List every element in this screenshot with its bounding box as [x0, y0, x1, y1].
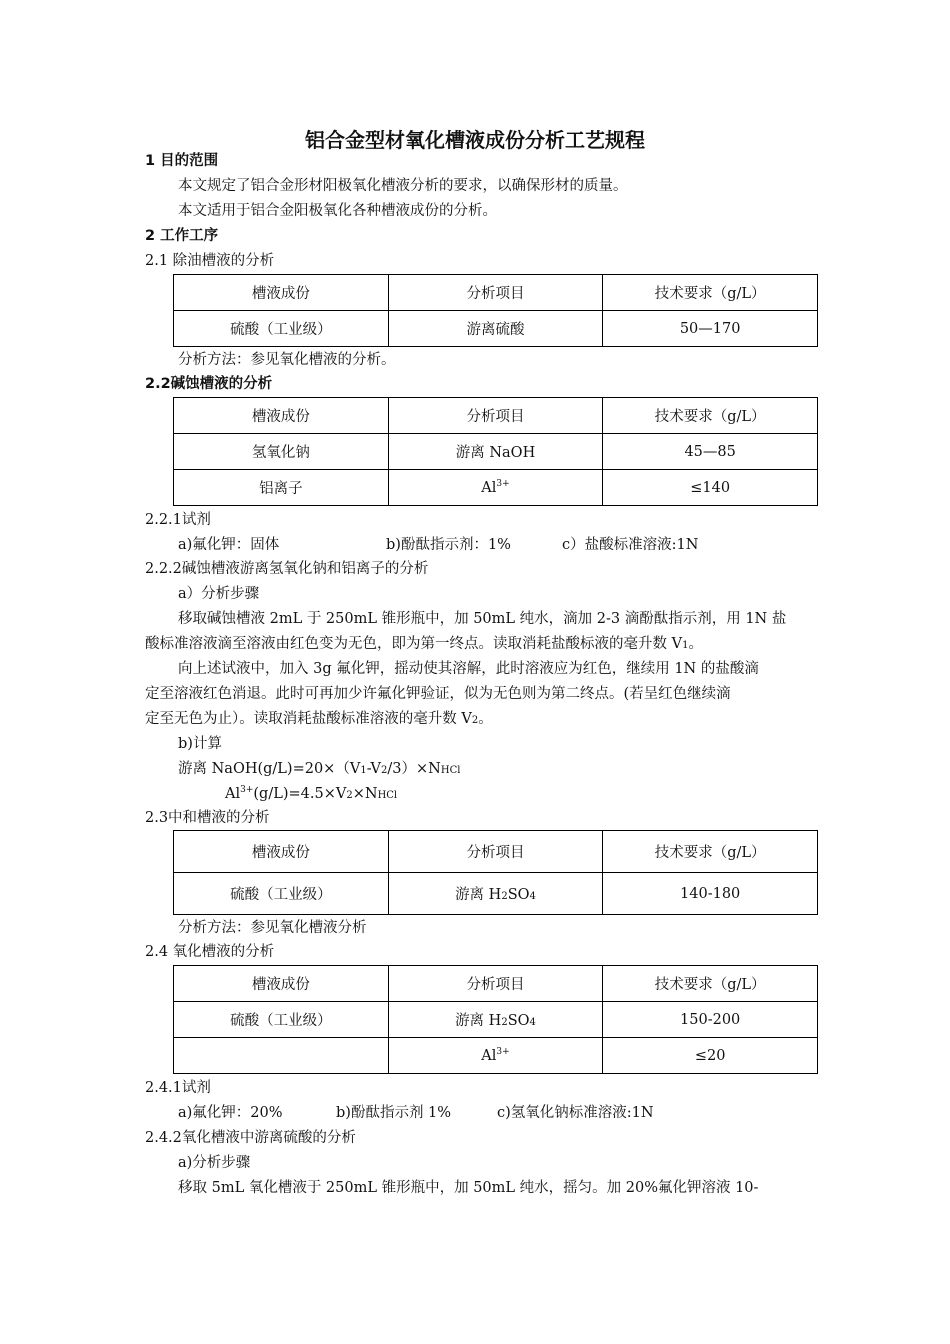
table-header-cell: 槽液成份: [174, 398, 389, 434]
section-2-1-heading: 2.1 除油槽液的分析: [145, 253, 275, 269]
formula-text: Al: [225, 786, 241, 802]
reagent-b: b)酚酞指示剂 1%: [336, 1105, 452, 1121]
reagent-c: c)氢氧化钠标准溶液:1N: [497, 1105, 654, 1121]
table-header-cell: 技术要求（g/L）: [603, 398, 818, 434]
table-header-cell: 分析项目: [388, 275, 603, 311]
section-2-heading: 2 工作工序: [145, 228, 219, 244]
paragraph-line: 移取碱蚀槽液 2mL 于 250mL 锥形瓶中，加 50mL 纯水，滴加 2-3 滴酚酞指示剂，用 1N 盐: [178, 611, 787, 627]
table-header-cell: 槽液成份: [174, 275, 389, 311]
section-1-paragraph-1: 本文规定了铝合金形材阳极氧化槽液分析的要求，以确保形材的质量。: [178, 178, 628, 194]
superscript: 3+: [496, 478, 510, 489]
section-2-2-1-heading: 2.2.1试剂: [145, 512, 211, 528]
subscript: 4: [529, 1017, 536, 1028]
table-cell: [388, 1002, 603, 1038]
table-cell: 铝离子: [174, 470, 389, 506]
formula-naoh: [178, 759, 460, 781]
paragraph-line: 向上述试液中，加入 3g 氟化钾，摇动使其溶解，此时溶液应为红色，继续用 1N 的盐酸滴: [178, 661, 759, 677]
table-header-cell: 分析项目: [388, 831, 603, 873]
table-row: [174, 873, 818, 915]
table-row: [174, 1038, 818, 1074]
subscript: HCl: [440, 765, 461, 776]
subscript: 1: [682, 640, 689, 651]
subscript: 1: [360, 765, 367, 776]
paragraph-line: 移取 5mL 氧化槽液于 250mL 锥形瓶中，加 50mL 纯水，摇匀。加 20%氟化钾溶液 10-: [178, 1180, 759, 1196]
formula-text: /3）×N: [387, 761, 441, 777]
table-cell: 45—85: [603, 434, 818, 470]
oxidation-table: [173, 965, 818, 1074]
reagent-c: c）盐酸标准溶液:1N: [562, 537, 699, 553]
table-cell: ≤140: [603, 470, 818, 506]
alkali-etch-table: [173, 397, 818, 506]
table-cell: 氢氧化钠: [174, 434, 389, 470]
section-2-3-heading: 2.3中和槽液的分析: [145, 810, 270, 826]
table-header-cell: 技术要求（g/L）: [603, 831, 818, 873]
paragraph-line: 定至溶液红色消退。此时可再加少许氟化钾验证，似为无色则为第二终点。(若呈红色继续滴: [145, 686, 731, 702]
table-header-cell: 槽液成份: [174, 831, 389, 873]
formula-text: -V: [366, 761, 382, 777]
section-2-4-1-heading: 2.4.1试剂: [145, 1080, 211, 1096]
table-cell: [388, 1038, 603, 1074]
table-header-cell: 分析项目: [388, 398, 603, 434]
table-cell: 50—170: [603, 311, 818, 347]
table-cell: 硫酸（工业级）: [174, 873, 389, 915]
paragraph-line: [145, 709, 493, 731]
subscript: 2: [501, 1017, 508, 1028]
table-cell: 硫酸（工业级）: [174, 1002, 389, 1038]
analysis-steps-label: a)分析步骤: [178, 1155, 251, 1171]
table-cell: 游离硫酸: [388, 311, 603, 347]
degreasing-table: [173, 274, 818, 347]
section-1-paragraph-2: 本文适用于铝合金阳极氧化各种槽液成份的分析。: [178, 203, 497, 219]
formula-text: 游离 NaOH(g/L)=20×（V: [178, 761, 361, 777]
table-header-row: [174, 966, 818, 1002]
analysis-steps-label: a）分析步骤: [178, 586, 260, 602]
table-cell: 140-180: [603, 873, 818, 915]
cell-text: 游离 H: [455, 887, 502, 903]
cell-text: 游离 H: [455, 1013, 502, 1029]
cell-text: SO: [507, 1013, 530, 1029]
table-header-row: [174, 275, 818, 311]
subscript: 4: [529, 891, 536, 902]
section-2-4-heading: 2.4 氧化槽液的分析: [145, 944, 275, 960]
section-2-4-2-heading: 2.4.2氧化槽液中游离硫酸的分析: [145, 1130, 356, 1146]
table-cell: ≤20: [603, 1038, 818, 1074]
reagent-b: b)酚酞指示剂：1%: [386, 537, 511, 553]
superscript: 3+: [240, 785, 254, 796]
table-cell: [388, 873, 603, 915]
subscript: 2: [346, 790, 353, 801]
table-cell: 150-200: [603, 1002, 818, 1038]
paragraph-text: 定至无色为止）。读取消耗盐酸标准溶液的毫升数 V: [145, 711, 472, 727]
paragraph-text: 酸标准溶液滴至溶液由红色变为无色，即为第一终点。读取消耗盐酸标液的毫升数 V: [145, 636, 683, 652]
table-header-cell: 分析项目: [388, 966, 603, 1002]
table-header-cell: 槽液成份: [174, 966, 389, 1002]
table-row: [174, 470, 818, 506]
reagent-a: a)氟化钾：20%: [178, 1105, 283, 1121]
table-header-cell: 技术要求（g/L）: [603, 275, 818, 311]
section-2-2-2-heading: 2.2.2碱蚀槽液游离氢氧化钠和铝离子的分析: [145, 561, 429, 577]
paragraph-text: 。: [478, 711, 493, 727]
paragraph-line: [145, 634, 703, 656]
subscript: 2: [501, 891, 508, 902]
cell-text: SO: [507, 887, 530, 903]
table-cell: 硫酸（工业级）: [174, 311, 389, 347]
superscript: 3+: [496, 1046, 510, 1057]
table-header-row: [174, 398, 818, 434]
formula-aluminum: [225, 784, 397, 806]
formula-text: (g/L)=4.5×V: [253, 786, 347, 802]
calculation-label: b)计算: [178, 736, 222, 752]
table-header-row: [174, 831, 818, 873]
formula-text: ×N: [352, 786, 378, 802]
neutralization-table: [173, 830, 818, 915]
reagent-a: a)氟化钾：固体: [178, 537, 280, 553]
table-cell: 游离 NaOH: [388, 434, 603, 470]
table-row: [174, 1002, 818, 1038]
table-row: [174, 311, 818, 347]
paragraph-text: 。: [688, 636, 703, 652]
subscript: 2: [471, 715, 479, 726]
subscript: 2: [381, 765, 388, 776]
table-cell: [388, 470, 603, 506]
table-row: [174, 434, 818, 470]
subscript: HCl: [377, 790, 398, 801]
aluminum-ion-label: Al: [481, 1047, 497, 1064]
section-2-2-heading: 2.2碱蚀槽液的分析: [145, 376, 273, 392]
section-1-heading: 1 目的范围: [145, 153, 219, 169]
table-cell: [174, 1038, 389, 1074]
table-header-cell: 技术要求（g/L）: [603, 966, 818, 1002]
aluminum-ion-label: Al: [481, 479, 497, 496]
document-title: 铝合金型材氧化槽液成份分析工艺规程: [305, 128, 645, 152]
section-2-3-method: 分析方法：参见氧化槽液分析: [178, 920, 367, 936]
section-2-1-method: 分析方法：参见氧化槽液的分析。: [178, 352, 396, 368]
